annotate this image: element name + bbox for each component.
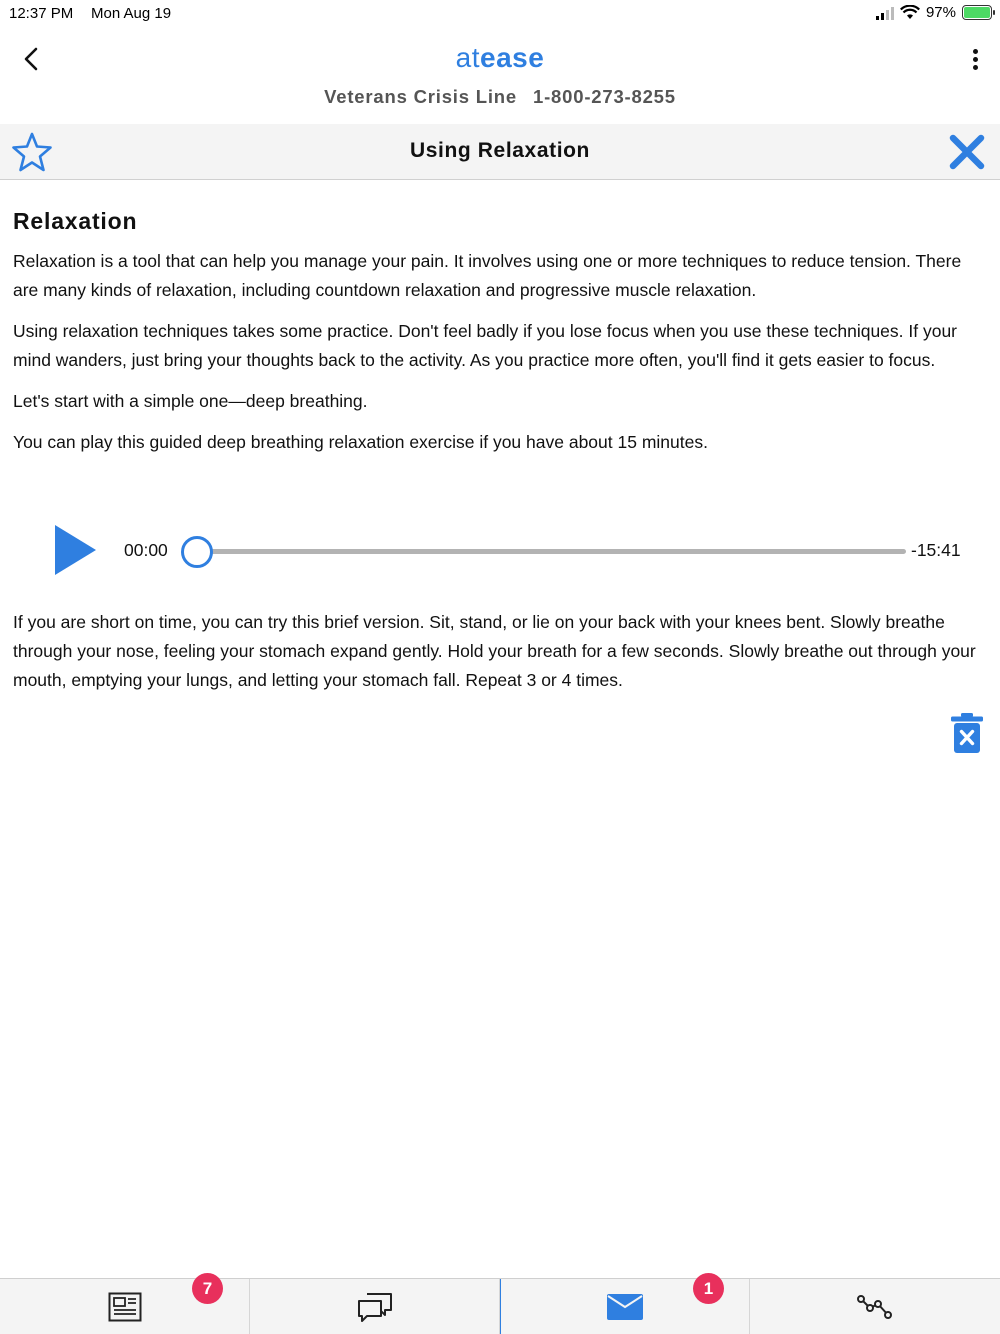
article-heading: Relaxation [13,208,138,234]
article-paragraph: Using relaxation techniques takes some practice. Don't feel badly if you lose focus when you use these techniques. If your mind wanders, just bring your thoughts back to the activity. As you practice more often, you'll find it gets easier to focus. [13,321,958,370]
tab-bar [0,1278,1000,1334]
remove-button[interactable] [950,712,984,754]
remaining-time: -15:41 [911,540,961,560]
graph-icon [857,1294,893,1320]
article-paragraph: Let's start with a simple one—deep breathing. [13,391,368,411]
battery-icon [962,5,992,20]
tab-messages[interactable] [250,1279,500,1334]
tab-articles[interactable] [0,1279,250,1334]
wifi-icon [900,5,920,20]
app-header [0,28,1000,124]
mail-icon [607,1294,643,1320]
seek-thumb[interactable] [181,536,213,568]
status-time: 12:37 PM [9,5,74,22]
article-paragraph: Relaxation is a tool that can help you manage your pain. It involves using one or more techniques to reduce tension. There are many kinds of relaxation, including countdown relaxation and progressive muscle relaxation. [13,251,962,300]
notification-badge: 1 [693,1273,724,1304]
battery-percent: 97% [925,4,956,21]
article-paragraph: You can play this guided deep breathing relaxation exercise if you have about 15 minutes. [13,432,708,452]
close-button[interactable] [948,133,986,171]
status-date: Mon Aug 19 [91,5,172,22]
status-bar [0,0,1000,28]
tab-progress[interactable] [750,1279,1000,1334]
article-content-continued [13,608,988,695]
current-time: 00:00 [124,540,168,560]
notification-badge: 7 [192,1273,223,1304]
page-title: Using Relaxation [410,139,590,162]
play-button[interactable] [52,522,98,578]
chat-icon [357,1292,393,1322]
crisis-line[interactable] [0,86,1000,108]
title-bar [0,124,1000,180]
news-icon [108,1292,142,1322]
more-options-button[interactable] [964,42,986,76]
trash-icon [950,712,984,754]
close-icon [948,133,986,171]
play-icon [52,522,98,578]
crisis-line-label: Veterans Crisis Line [324,86,517,107]
seek-track[interactable] [196,549,906,554]
article-paragraph: If you are short on time, you can try this brief version. Sit, stand, or lie on your back with your knees bent. Slowly breathe through your nose, feeling your stomach expand gently. Hold your breath for a few seconds. Slowly breathe out through your mouth, emptying your lungs, and letting your stomach fall. Repeat 3 or 4 times. [13,612,976,690]
cellular-signal-icon [876,6,894,20]
app-logo: atease [455,42,545,73]
audio-player [0,520,1000,580]
status-indicators [876,4,992,21]
tab-mail[interactable] [500,1279,750,1334]
crisis-line-number[interactable]: 1-800-273-8255 [533,86,676,107]
article-content [13,208,988,469]
